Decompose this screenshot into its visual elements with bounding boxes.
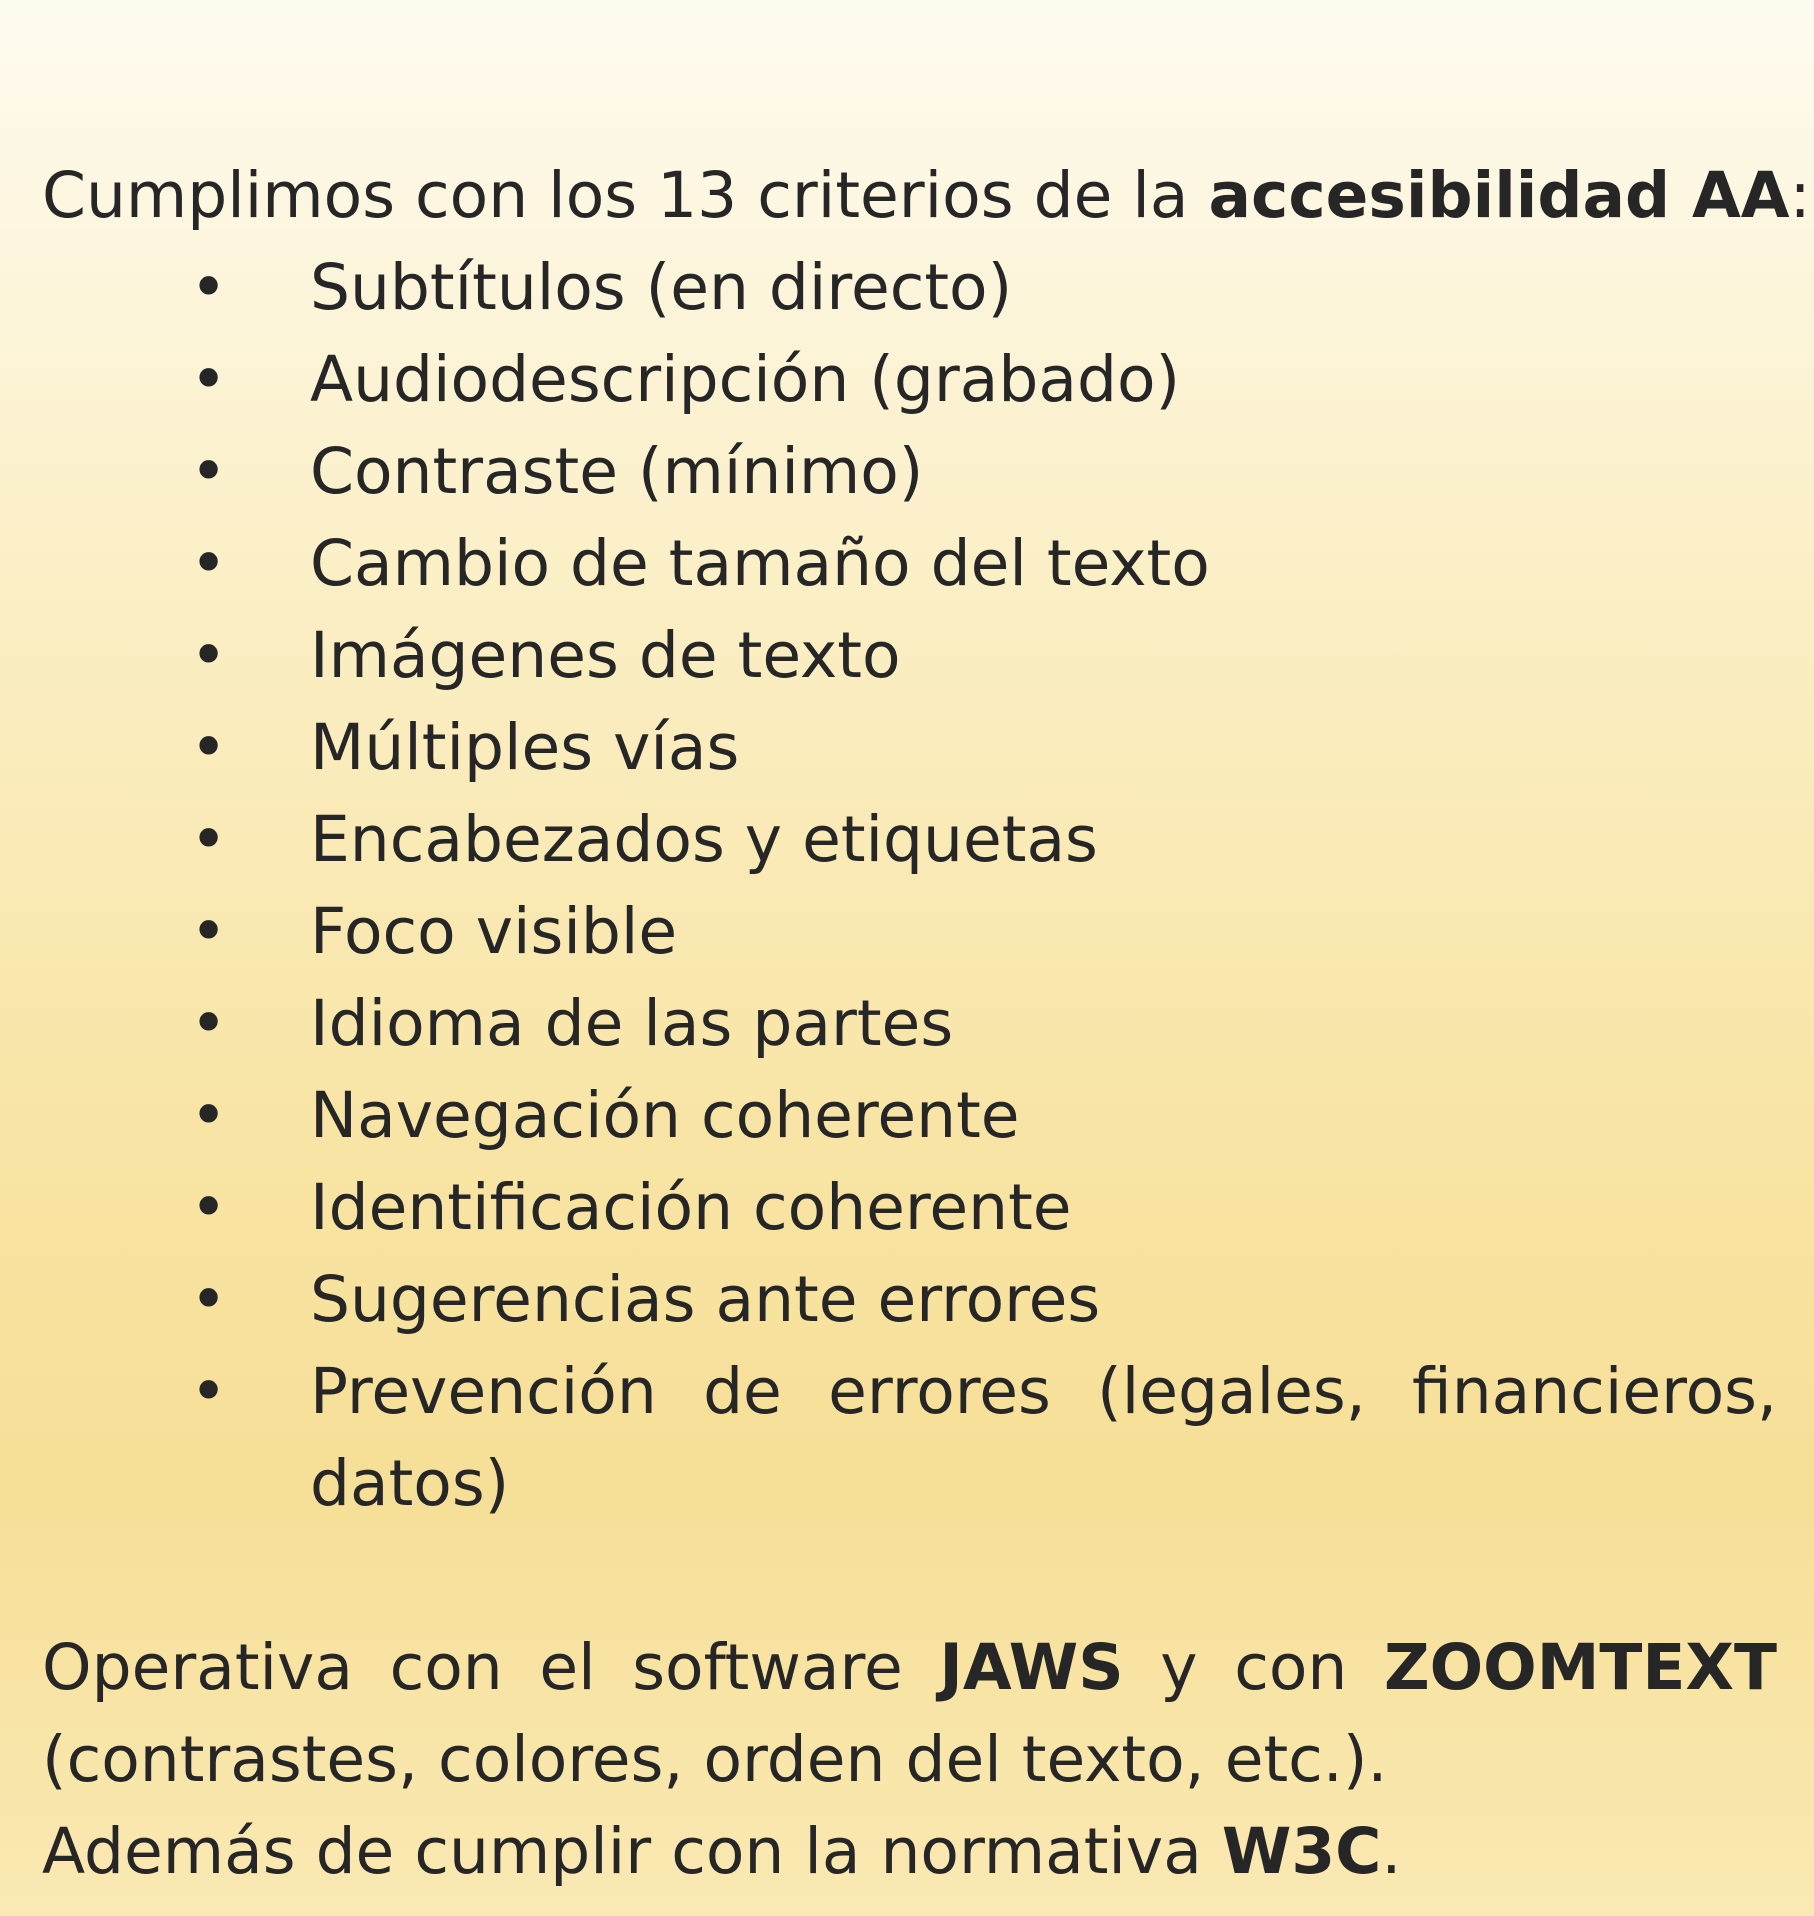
list-item bbox=[42, 886, 1777, 978]
list-item bbox=[42, 794, 1777, 886]
paragraph-spacer bbox=[42, 1530, 1777, 1622]
intro-prefix: Cumplimos con los 13 criterios de la bbox=[42, 159, 1209, 232]
list-item bbox=[42, 1070, 1777, 1162]
criterion-text: Idioma de las partes bbox=[310, 987, 954, 1060]
software-sentence-line-2: (contrastes, colores, orden del texto, etc.). bbox=[42, 1723, 1388, 1796]
intro-suffix: : bbox=[1789, 159, 1811, 232]
normativa-sentence bbox=[42, 1806, 1777, 1898]
criterion-text: Sugerencias ante errores bbox=[310, 1263, 1101, 1336]
software-word: software bbox=[632, 1631, 903, 1704]
software-word: con bbox=[1234, 1631, 1348, 1704]
bullet-icon: • bbox=[190, 435, 228, 508]
criterion-text: Audiodescripción (grabado) bbox=[310, 343, 1181, 416]
bullet-icon: • bbox=[190, 343, 228, 416]
list-item bbox=[42, 1162, 1777, 1254]
bullet-icon: • bbox=[190, 527, 228, 600]
criterion-text: Encabezados y etiquetas bbox=[310, 803, 1098, 876]
criterion-text: Navegación coherente bbox=[310, 1079, 1020, 1152]
list-item bbox=[42, 1254, 1777, 1346]
bullet-icon: • bbox=[190, 1263, 228, 1336]
jaws-emphasis: JAWS bbox=[939, 1631, 1124, 1704]
criterion-text: Cambio de tamaño del texto bbox=[310, 527, 1210, 600]
list-item bbox=[42, 334, 1777, 426]
bullet-icon: • bbox=[190, 1171, 228, 1244]
bullet-icon: • bbox=[190, 619, 228, 692]
list-item bbox=[42, 518, 1777, 610]
normativa-emphasis: W3C bbox=[1221, 1815, 1382, 1888]
software-word: el bbox=[539, 1631, 596, 1704]
normativa-prefix: Además de cumplir con la normativa bbox=[42, 1815, 1222, 1888]
criterion-text: Imágenes de texto bbox=[310, 619, 901, 692]
criterion-text: Contraste (mínimo) bbox=[310, 435, 924, 508]
criterion-text-line-2: datos) bbox=[310, 1447, 510, 1520]
criterion-text: Foco visible bbox=[310, 895, 678, 968]
intro-sentence bbox=[42, 150, 1811, 242]
criteria-list bbox=[42, 242, 1777, 1530]
criterion-text: Múltiples vías bbox=[310, 711, 740, 784]
list-item bbox=[42, 242, 1777, 334]
list-item bbox=[42, 702, 1777, 794]
bullet-icon: • bbox=[190, 1079, 228, 1152]
bullet-icon: • bbox=[190, 803, 228, 876]
bullet-icon: • bbox=[190, 711, 228, 784]
software-word: con bbox=[389, 1631, 503, 1704]
bullet-icon: • bbox=[190, 895, 228, 968]
zoomtext-emphasis: ZOOMTEXT bbox=[1383, 1631, 1777, 1704]
accessibility-text-block bbox=[42, 150, 1811, 1898]
list-item bbox=[42, 978, 1777, 1070]
bullet-icon: • bbox=[190, 1355, 228, 1428]
list-item bbox=[42, 1346, 1777, 1530]
software-word: y bbox=[1160, 1631, 1198, 1704]
bullet-icon: • bbox=[190, 251, 228, 324]
criterion-text-line-1: Prevención de errores (legales, financieros, bbox=[310, 1355, 1777, 1428]
bullet-icon: • bbox=[190, 987, 228, 1060]
criterion-text: Subtítulos (en directo) bbox=[310, 251, 1013, 324]
software-sentence-line-1 bbox=[42, 1622, 1777, 1714]
list-item bbox=[42, 610, 1777, 702]
software-word: Operativa bbox=[42, 1631, 353, 1704]
criterion-text: Identificación coherente bbox=[310, 1171, 1072, 1244]
intro-emphasis: accesibilidad AA bbox=[1208, 159, 1790, 232]
list-item bbox=[42, 426, 1777, 518]
normativa-suffix: . bbox=[1381, 1815, 1402, 1888]
